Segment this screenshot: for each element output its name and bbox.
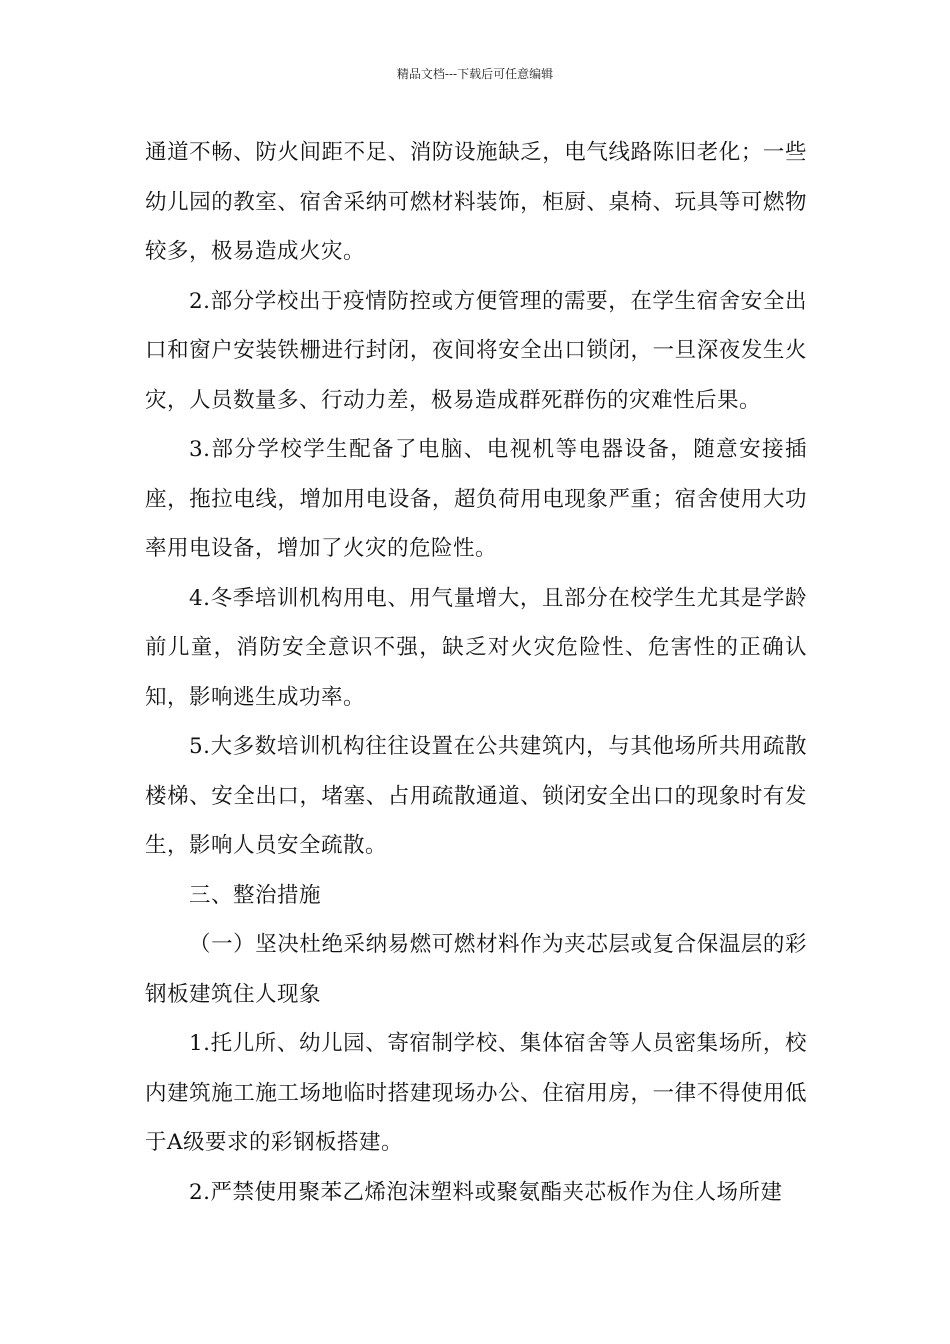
paragraph-item-2: 2.部分学校出于疫情防控或方便管理的需要，在学生宿舍安全出口和窗户安装铁栅进行封闭，夜间将安全出口锁闭，一旦深夜发生火灾，人员数量多、行动力差，极易造成群死群伤的灾难性后果。 xyxy=(145,288,807,413)
measure-item-1: 1.托儿所、幼儿园、寄宿制学校、集体宿舍等人员密集场所，校内建筑施工施工场地临时搭建现场办公、住宿用房，一律不得使用低于A级要求的彩钢板搭建。 xyxy=(145,1031,807,1155)
paragraph-continuation: 通道不畅、防火间距不足、消防设施缺乏，电气线路陈旧老化；一些幼儿园的教室、宿舍采纳可燃材料装饰，柜厨、桌椅、玩具等可燃物较多，极易造成火灾。 xyxy=(145,140,807,264)
paragraph-item-4: 4.冬季培训机构用电、用气量增大，且部分在校学生尤其是学龄前儿童，消防安全意识不强，缺乏对火灾危险性、危害性的正确认知，影响逃生成功率。 xyxy=(145,585,807,710)
section-heading-measures: 三、整治措施 xyxy=(189,882,322,908)
page-header: 精品文档---下载后可任意编辑 xyxy=(396,67,554,81)
subsection-heading-1: （一）坚决杜绝采纳易燃可燃材料作为夹芯层或复合保温层的彩钢板建筑住人现象 xyxy=(145,932,807,1007)
measure-item-2: 2.严禁使用聚苯乙烯泡沫塑料或聚氨酯夹芯板作为住人场所建 xyxy=(189,1179,783,1205)
paragraph-item-5: 5.大多数培训机构往往设置在公共建筑内，与其他场所共用疏散楼梯、安全出口，堵塞、占用疏散通道、锁闭安全出口的现象时有发生，影响人员安全疏散。 xyxy=(145,734,807,858)
document-body xyxy=(145,128,807,1217)
paragraph-item-3: 3.部分学校学生配备了电脑、电视机等电器设备，随意安接插座，拖拉电线，增加用电设备，超负荷用电现象严重；宿舍使用大功率用电设备，增加了火灾的危险性。 xyxy=(145,437,807,561)
